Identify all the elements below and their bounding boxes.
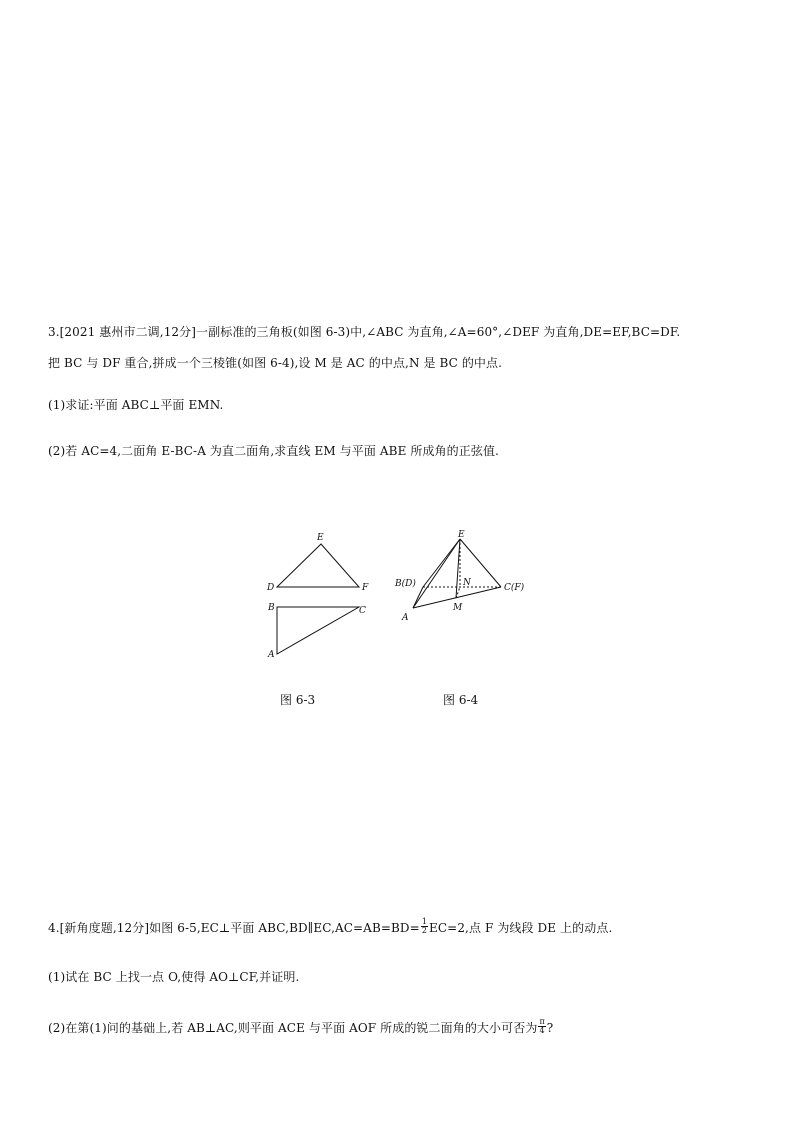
label-a: A: [268, 650, 275, 660]
edge-eb: [423, 539, 460, 587]
problem4-part2-post: ?: [546, 1021, 554, 1035]
problem3-part2: (2)若 AC=4,二面角 E-BC-A 为直二面角,求直线 EM 与平面 ABE 所成角的正弦值.: [48, 444, 499, 458]
label-b: B: [268, 603, 275, 613]
figure-6-4: [393, 528, 533, 628]
label-cf: C(F): [504, 583, 525, 593]
edge-ea: [413, 539, 460, 608]
problem4-part2: [48, 1017, 554, 1037]
figure-6-3: [255, 528, 385, 663]
label-a: A: [402, 613, 409, 623]
fraction-denominator: 4: [539, 1026, 545, 1035]
label-n: N: [463, 578, 471, 588]
fraction-denominator: 2: [421, 926, 428, 935]
problem4-line1: [48, 917, 613, 937]
triangle-abc: [277, 607, 359, 654]
edge-ab: [413, 587, 423, 608]
problem3-line2: 把 BC 与 DF 重合,拼成一个三棱锥(如图 6-4),设 M 是 AC 的中点,N 是 BC 的中点.: [48, 356, 503, 370]
problem4-part1: (1)试在 BC 上找一点 O,使得 AO⊥CF,并证明.: [48, 970, 300, 984]
caption-figure-6-4: 图 6-4: [443, 693, 479, 707]
label-c: C: [359, 606, 366, 616]
label-m: M: [453, 603, 463, 613]
problem4-line1-post: EC=2,点 F 为线段 DE 上的动点.: [429, 921, 613, 935]
problem3-part1: (1)求证:平面 ABC⊥平面 EMN.: [48, 398, 224, 412]
fraction-numerator: π: [539, 1017, 545, 1026]
fraction-numerator: 1: [421, 917, 428, 926]
fraction-one-half: [421, 918, 428, 935]
problem4-part2-pre: (2)在第(1)问的基础上,若 AB⊥AC,则平面 ACE 与平面 AOF 所成的锐二面角的大小可否为: [48, 1021, 538, 1035]
label-f: F: [362, 583, 369, 593]
label-d: D: [267, 583, 275, 593]
triangle-def: [277, 544, 359, 587]
problem4-line1-pre: 4.[新角度题,12分]如图 6-5,EC⊥平面 ABC,BD∥EC,AC=AB=BD=: [48, 921, 420, 935]
problem3-line1: 3.[2021 惠州市二调,12分]一副标准的三角板(如图 6-3)中,∠ABC 为直角,∠A=60°,∠DEF 为直角,DE=EF,BC=DF.: [48, 325, 681, 339]
caption-figure-6-3: 图 6-3: [280, 693, 316, 707]
label-e: E: [458, 530, 465, 540]
label-bd: B(D): [395, 579, 416, 589]
label-e: E: [317, 533, 324, 543]
fraction-pi-over-4: [538, 1018, 545, 1035]
